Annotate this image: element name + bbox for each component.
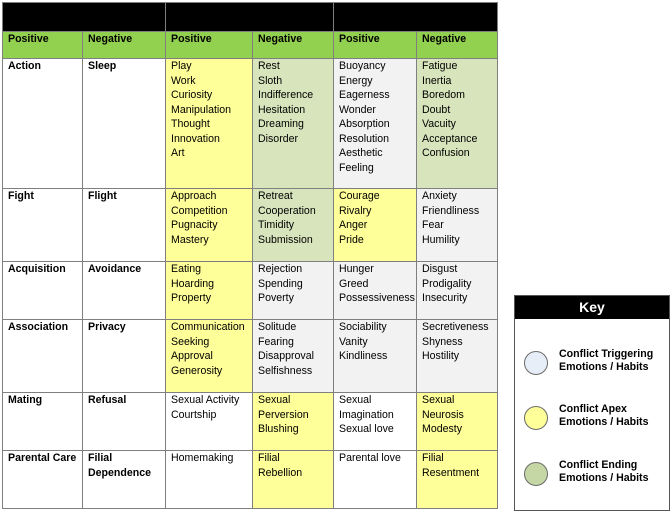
habit-negative-cell [253, 451, 334, 509]
key-legend [514, 295, 670, 511]
key-item-conflict-ending [521, 457, 667, 491]
group-header-row [3, 3, 498, 32]
cell-text-line: Courtship [171, 408, 217, 421]
cell-text-line: Acceptance [422, 132, 478, 145]
habit-negative-cell [253, 59, 334, 189]
cell-text-line: Vacuity [422, 118, 456, 130]
feeling-negative-cell [417, 59, 498, 189]
cell-text-line: Art [171, 147, 185, 159]
instinct-positive-cell: Association [3, 320, 83, 393]
cell-text-line: Pride [339, 233, 364, 246]
instinct-positive-cell: Acquisition [3, 262, 83, 320]
instinct-negative-cell: Filial Dependence [83, 451, 166, 509]
habit-positive-cell [166, 59, 253, 189]
cell-text-line: Timidity [258, 219, 295, 231]
cell-text-line: Approval [171, 350, 213, 362]
cell-text-line: Absorption [339, 118, 390, 130]
key-label-line1: Conflict Triggering [559, 348, 654, 360]
cell-text-line: Innovation [171, 132, 220, 145]
cell-text-line: Aesthetic [339, 147, 383, 159]
cell-text-line: Blushing [258, 423, 299, 435]
feeling-positive-cell [334, 393, 417, 451]
key-label-line2: Emotions / Habits [559, 472, 649, 484]
key-label-line1: Conflict Apex [559, 403, 627, 415]
cell-text-line: Humility [422, 233, 460, 246]
cell-text-line: Parental love [339, 452, 401, 464]
cell-text-line: Communication [171, 321, 245, 333]
cell-text-line: Cooperation [258, 204, 316, 217]
instinct-negative-cell: Refusal [83, 393, 166, 451]
cell-text-line: Thought [171, 118, 210, 130]
cell-text-line: Curiosity [171, 89, 213, 101]
key-label-line1: Conflict Ending [559, 459, 638, 471]
cell-text-line: Resolution [339, 132, 390, 145]
feeling-positive-cell [334, 451, 417, 509]
cell-text-line: Possessiveness [339, 292, 415, 304]
cell-text-line: Eating [171, 263, 202, 275]
cell-text-line: Energy [339, 74, 373, 87]
cell-text-line: Resentment [422, 466, 480, 479]
cell-text-line: Approach [171, 190, 217, 202]
cell-text-line: Fearing [258, 335, 294, 348]
cell-text-line: Filial [422, 452, 444, 464]
sub-header-row [3, 32, 498, 59]
cell-text-line: Property [171, 292, 212, 304]
cell-text-line: Indifference [258, 89, 314, 101]
sub-header-instincts-negative: Negative [83, 32, 166, 59]
cell-text-line: Homemaking [171, 452, 234, 464]
key-label-line2: Emotions / Habits [559, 416, 649, 428]
cell-text-line: Anger [339, 219, 368, 231]
cell-text-line: Disapproval [258, 350, 314, 362]
cell-text-line: Modesty [422, 423, 463, 435]
table-row [3, 393, 498, 451]
habit-positive-cell [166, 320, 253, 393]
habit-positive-cell [166, 262, 253, 320]
cell-text-line: Manipulation [171, 103, 232, 116]
habit-negative-cell [253, 393, 334, 451]
cell-text-line: Inertia [422, 74, 452, 87]
cell-text-line: Rest [258, 60, 280, 72]
cell-text-line: Competition [171, 204, 228, 217]
cell-text-line: Feeling [339, 161, 374, 174]
cell-text-line: Sexual [258, 394, 291, 406]
cell-text-line: Disorder [258, 132, 299, 145]
instinct-negative-cell: Flight [83, 189, 166, 262]
table-row [3, 189, 498, 262]
circle-icon [524, 462, 548, 486]
cell-text-line: Play [171, 60, 192, 72]
key-label-line2: Emotions / Habits [559, 361, 649, 373]
cell-text-line: Sociability [339, 321, 387, 333]
cell-text-line: Hesitation [258, 103, 306, 116]
cell-text-line: Pugnacity [171, 219, 218, 231]
cell-text-line: Anxiety [422, 190, 457, 202]
cell-text-line: Hostility [422, 350, 460, 362]
instinct-positive-cell: Parental Care [3, 451, 83, 509]
cell-text-line: Wonder [339, 103, 376, 116]
instinct-negative-cell: Avoidance [83, 262, 166, 320]
cell-text-line: Generosity [171, 364, 223, 377]
feeling-positive-cell [334, 59, 417, 189]
cell-text-line: Kindliness [339, 350, 388, 362]
cell-text-line: Sexual [422, 394, 455, 406]
group-header-instincts: Instincts [3, 3, 166, 32]
feeling-positive-cell [334, 320, 417, 393]
cell-text-line: Hunger [339, 263, 374, 275]
sub-header-habits-positive: Positive [166, 32, 253, 59]
circle-icon [524, 406, 548, 430]
feeling-positive-cell [334, 262, 417, 320]
cell-text-line: Selfishness [258, 364, 313, 377]
feeling-positive-cell [334, 189, 417, 262]
cell-text-line: Rivalry [339, 204, 372, 217]
feeling-negative-cell [417, 451, 498, 509]
cell-text-line: Friendliness [422, 204, 480, 217]
feeling-negative-cell [417, 189, 498, 262]
sub-header-feelings-negative: Negative [417, 32, 498, 59]
habit-positive-cell [166, 189, 253, 262]
cell-text-line: Filial [258, 452, 280, 464]
cell-text-line: Courage [339, 190, 380, 202]
cell-text-line: Doubt [422, 103, 451, 116]
cell-text-line: Submission [258, 233, 313, 246]
cell-text-line: Rejection [258, 263, 303, 275]
key-title: Key [515, 296, 669, 319]
instinct-negative-cell: Sleep [83, 59, 166, 189]
cell-text-line: Dreaming [258, 118, 304, 130]
feeling-negative-cell [417, 262, 498, 320]
feeling-negative-cell [417, 320, 498, 393]
instincts-table [2, 2, 498, 509]
table-row [3, 59, 498, 189]
circle-icon [524, 351, 548, 375]
cell-text-line: Spending [258, 277, 303, 290]
table-row [3, 320, 498, 393]
cell-text-line: Imagination [339, 408, 394, 421]
cell-text-line: Insecurity [422, 292, 468, 304]
cell-text-line: Perversion [258, 408, 309, 421]
habit-negative-cell [253, 262, 334, 320]
group-header-feelings: Feelings [334, 3, 498, 32]
sub-header-instincts-positive: Positive [3, 32, 83, 59]
cell-text-line: Fear [422, 219, 444, 231]
instinct-positive-cell: Fight [3, 189, 83, 262]
cell-text-line: Sexual love [339, 423, 394, 435]
cell-text-line: Sloth [258, 74, 283, 87]
cell-text-line: Hoarding [171, 277, 214, 290]
instinct-positive-cell: Action [3, 59, 83, 189]
cell-text-line: Prodigality [422, 277, 472, 290]
key-item-conflict-apex [521, 401, 667, 435]
cell-text-line: Disgust [422, 263, 458, 275]
cell-text-line: Work [171, 74, 196, 87]
cell-text-line: Poverty [258, 292, 294, 304]
cell-text-line: Retreat [258, 190, 293, 202]
cell-text-line: Boredom [422, 89, 465, 101]
habit-positive-cell [166, 393, 253, 451]
instinct-positive-cell: Mating [3, 393, 83, 451]
cell-text-line: Vanity [339, 335, 368, 348]
table-row [3, 262, 498, 320]
cell-text-line: Shyness [422, 335, 463, 348]
cell-text-line: Rebellion [258, 466, 303, 479]
group-header-habits: Habits [166, 3, 334, 32]
cell-text-line: Fatigue [422, 60, 458, 72]
habit-positive-cell [166, 451, 253, 509]
cell-text-line: Solitude [258, 321, 297, 333]
sub-header-feelings-positive: Positive [334, 32, 417, 59]
cell-text-line: Secretiveness [422, 321, 489, 333]
habit-negative-cell [253, 320, 334, 393]
cell-text-line: Eagerness [339, 89, 390, 101]
habit-negative-cell [253, 189, 334, 262]
cell-text-line: Sexual Activity [171, 394, 240, 406]
table-row [3, 451, 498, 509]
cell-text-line: Buoyancy [339, 60, 386, 72]
cell-text-line: Neurosis [422, 408, 464, 421]
cell-text-line: Mastery [171, 233, 209, 246]
key-item-conflict-triggering [521, 346, 667, 380]
cell-text-line: Confusion [422, 147, 470, 159]
sub-header-habits-negative: Negative [253, 32, 334, 59]
cell-text-line: Sexual [339, 394, 372, 406]
instinct-negative-cell: Privacy [83, 320, 166, 393]
cell-text-line: Seeking [171, 335, 210, 348]
cell-text-line: Greed [339, 277, 369, 290]
feeling-negative-cell [417, 393, 498, 451]
